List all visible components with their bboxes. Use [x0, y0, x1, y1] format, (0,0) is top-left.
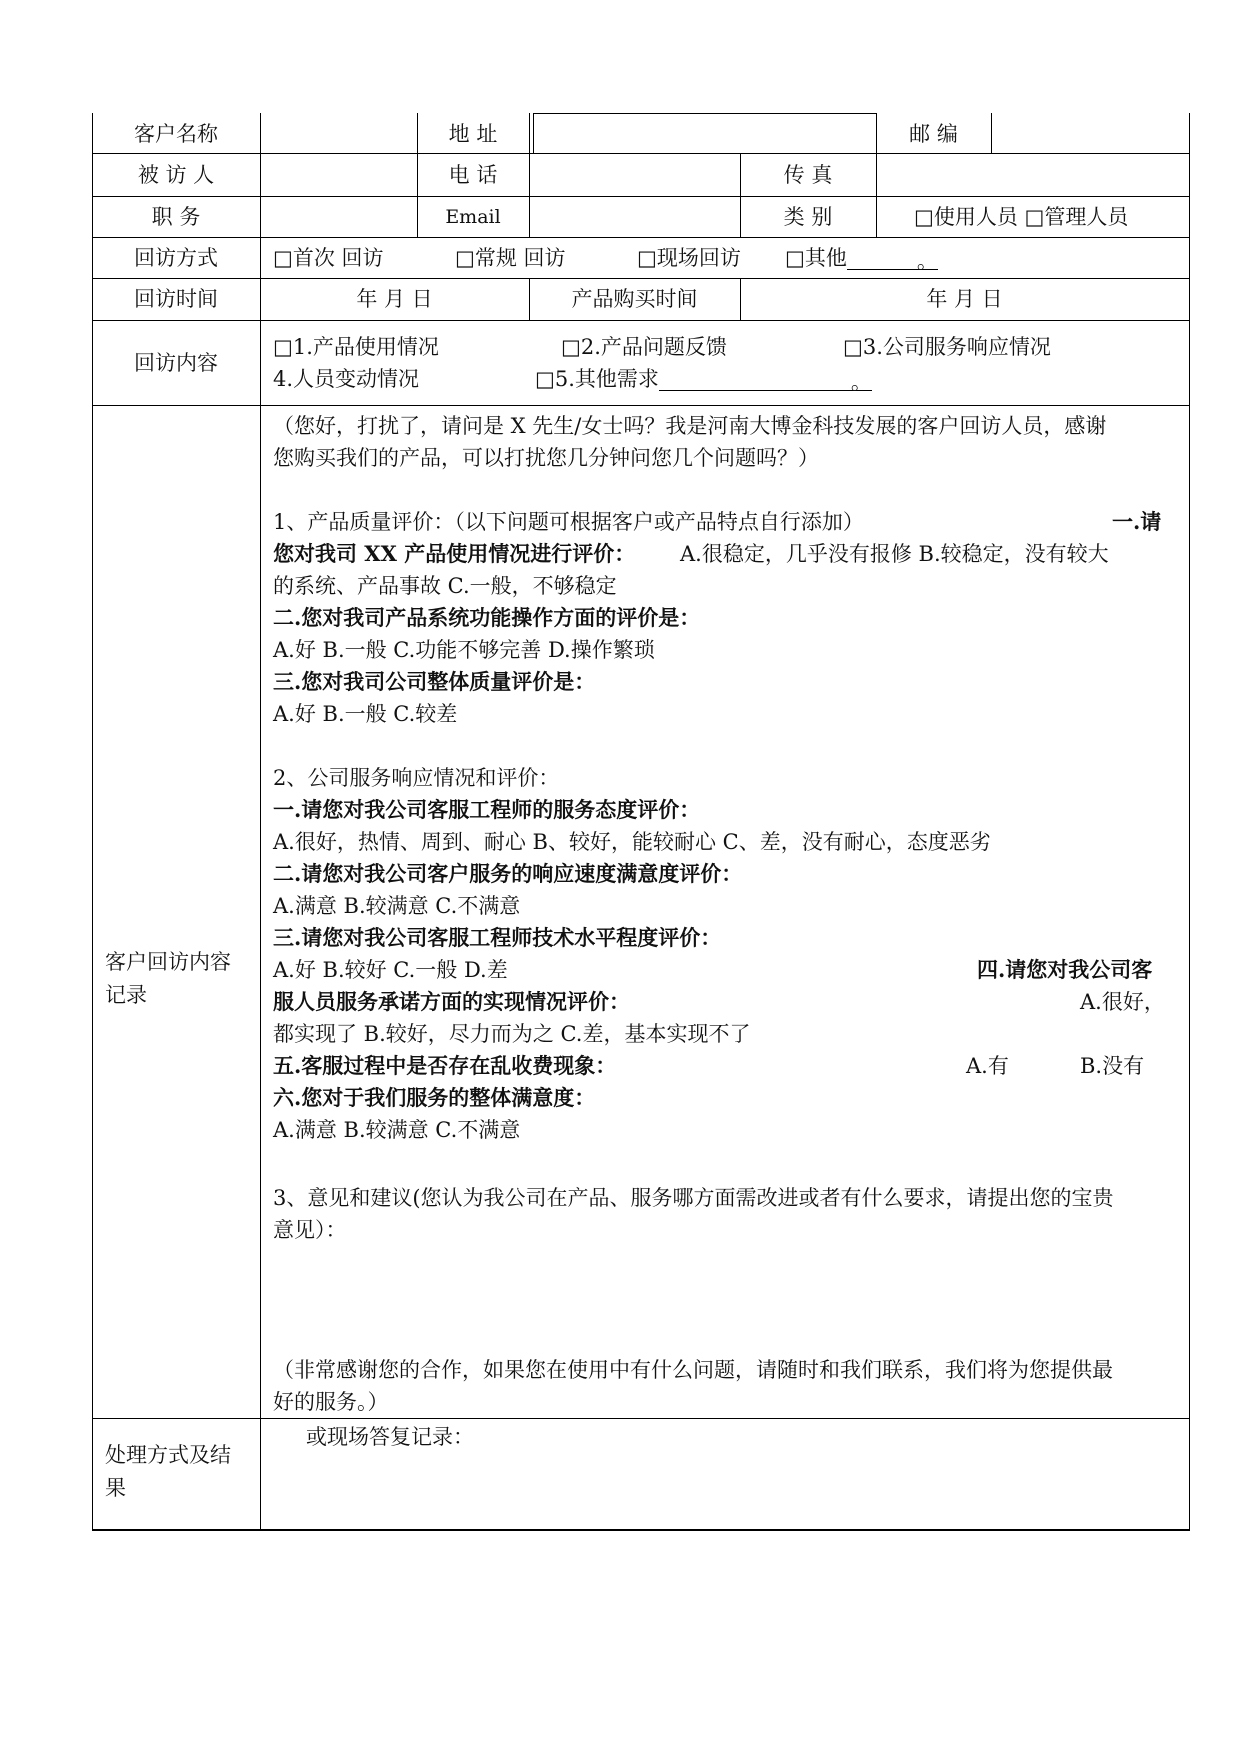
address-label: 地 址: [448, 122, 498, 146]
section-3-line-1: 3、意见和建议(您认为我公司在产品、服务哪方面需改进或者有什么要求，请提出您的宝贵: [273, 1186, 1114, 1210]
customer-name-label: 客户名称: [134, 122, 218, 146]
result-content: 或现场答复记录：: [306, 1425, 474, 1449]
interviewee-label: 被 访 人: [137, 163, 215, 187]
blank-underline: [659, 370, 851, 391]
rule: [92, 1418, 1190, 1419]
rule: [92, 153, 1190, 154]
s2-q5: 五.客服过程中是否存在乱收费现象：: [273, 1053, 617, 1078]
content-item-3: □3.公司服务响应情况: [843, 335, 1051, 359]
content-item-5-end: 。: [850, 370, 872, 394]
s1-q3-options: A.好 B.一般 C.较差: [273, 702, 458, 726]
section-1-title: 1、产品质量评价：（以下问题可根据客户或产品特点自行添加）: [273, 510, 864, 534]
s1-q2-options: A.好 B.一般 C.功能不够完善 D.操作繁琐: [273, 638, 655, 662]
category-label: 类 别: [783, 205, 833, 229]
s2-q5-option-b: B.没有: [1080, 1054, 1145, 1078]
s2-q6-options: A.满意 B.较满意 C.不满意: [273, 1118, 521, 1142]
purchase-date: 年 月 日: [926, 287, 1003, 311]
rule: [92, 320, 1190, 321]
rule: [92, 405, 1190, 406]
category-options: □使用人员 □管理人员: [914, 205, 1129, 229]
content-item-5-label: □5.其他需求: [535, 367, 659, 391]
visit-method-other-label: □其他: [785, 246, 847, 270]
rule: [92, 196, 1190, 197]
rule: [533, 113, 877, 114]
s2-q4-options-2: 都实现了 B.较好，尽力而为之 C.差，基本实现不了: [273, 1022, 751, 1046]
s2-q6: 六.您对于我们服务的整体满意度：: [273, 1085, 596, 1110]
s1-q1-start: 一.请: [1112, 509, 1162, 534]
rule: [92, 1529, 1190, 1531]
visit-content-label: 回访内容: [134, 351, 218, 375]
rule: [92, 237, 1190, 238]
s2-q3: 三.请您对我公司客服工程师技术水平程度评价：: [273, 925, 722, 950]
rule: [529, 113, 530, 237]
result-label-2: 果: [105, 1476, 126, 1500]
s2-q1-options: A.很好，热情、周到、耐心 B、较好，能较耐心 C、差，没有耐心，态度恶劣: [273, 830, 991, 854]
visit-method-label: 回访方式: [134, 246, 218, 270]
s2-q5-option-a: A.有: [966, 1054, 1009, 1078]
content-item-2: □2.产品问题反馈: [561, 335, 727, 359]
visit-method-onsite: □现场回访: [637, 246, 741, 270]
s2-q4-start: 四.请您对我公司客: [977, 957, 1153, 982]
section-3-line-2: 意见）：: [273, 1218, 347, 1242]
intro-line-2: 您购买我们的产品，可以打扰您几分钟问您几个问题吗？）: [273, 446, 819, 470]
rule: [533, 113, 534, 153]
postcode-label: 邮 编: [909, 122, 958, 146]
rule: [92, 278, 1190, 279]
record-label-1: 客户回访内容: [105, 950, 231, 974]
fax-label: 传 真: [783, 163, 833, 187]
s2-q4: 服人员服务承诺方面的实现情况评价：: [273, 989, 630, 1014]
s2-q2-options: A.满意 B.较满意 C.不满意: [273, 894, 521, 918]
s1-q1: 您对我司 XX 产品使用情况进行评价：: [273, 541, 636, 566]
phone-label: 电 话: [448, 163, 498, 187]
visit-method-first: □首次 回访: [273, 246, 384, 270]
content-item-5: [535, 367, 872, 394]
s1-q3: 三.您对我司公司整体质量评价是：: [273, 669, 596, 694]
visit-method-other-end: 。: [916, 249, 938, 273]
content-item-1: □1.产品使用情况: [273, 335, 439, 359]
rule: [1189, 113, 1190, 1531]
section-2-title: 2、公司服务响应情况和评价：: [273, 766, 560, 790]
email-label: Email: [445, 206, 501, 228]
visit-method-other: [785, 246, 938, 273]
record-label-2: 记录: [105, 983, 147, 1007]
s2-q2: 二.请您对我公司客户服务的响应速度满意度评价：: [273, 861, 743, 886]
s1-q2: 二.您对我司产品系统功能操作方面的评价是：: [273, 605, 701, 630]
s2-q1: 一.请您对我公司客服工程师的服务态度评价：: [273, 797, 701, 822]
s1-q1-options-2: 的系统、产品事故 C.一般，不够稳定: [273, 574, 617, 598]
s2-q4-option-a: A.很好，: [1080, 990, 1165, 1014]
thanks-line-2: 好的服务。）: [273, 1390, 389, 1414]
position-label: 职 务: [151, 205, 201, 229]
visit-method-regular: □常规 回访: [455, 246, 566, 270]
intro-line-1: （您好，打扰了，请问是 X 先生/女士吗？我是河南大博金科技发展的客户回访人员，感谢: [273, 414, 1107, 438]
rule: [260, 113, 261, 1531]
purchase-time-label: 产品购买时间: [571, 287, 698, 311]
thanks-line-1: （非常感谢您的合作，如果您在使用中有什么问题，请随时和我们联系，我们将为您提供最: [273, 1358, 1113, 1382]
blank-underline: [847, 249, 917, 270]
s2-q3-options: A.好 B.较好 C.一般 D.差: [273, 958, 508, 982]
s1-q1-options: A.很稳定，几乎没有报修 B.较稳定，没有较大: [680, 542, 1109, 566]
visit-time-label: 回访时间: [134, 287, 218, 311]
rule: [92, 113, 93, 1531]
visit-date: 年 月 日: [356, 287, 433, 311]
rule: [991, 113, 992, 153]
content-item-4: 4.人员变动情况: [273, 367, 420, 391]
result-label-1: 处理方式及结: [105, 1443, 231, 1467]
